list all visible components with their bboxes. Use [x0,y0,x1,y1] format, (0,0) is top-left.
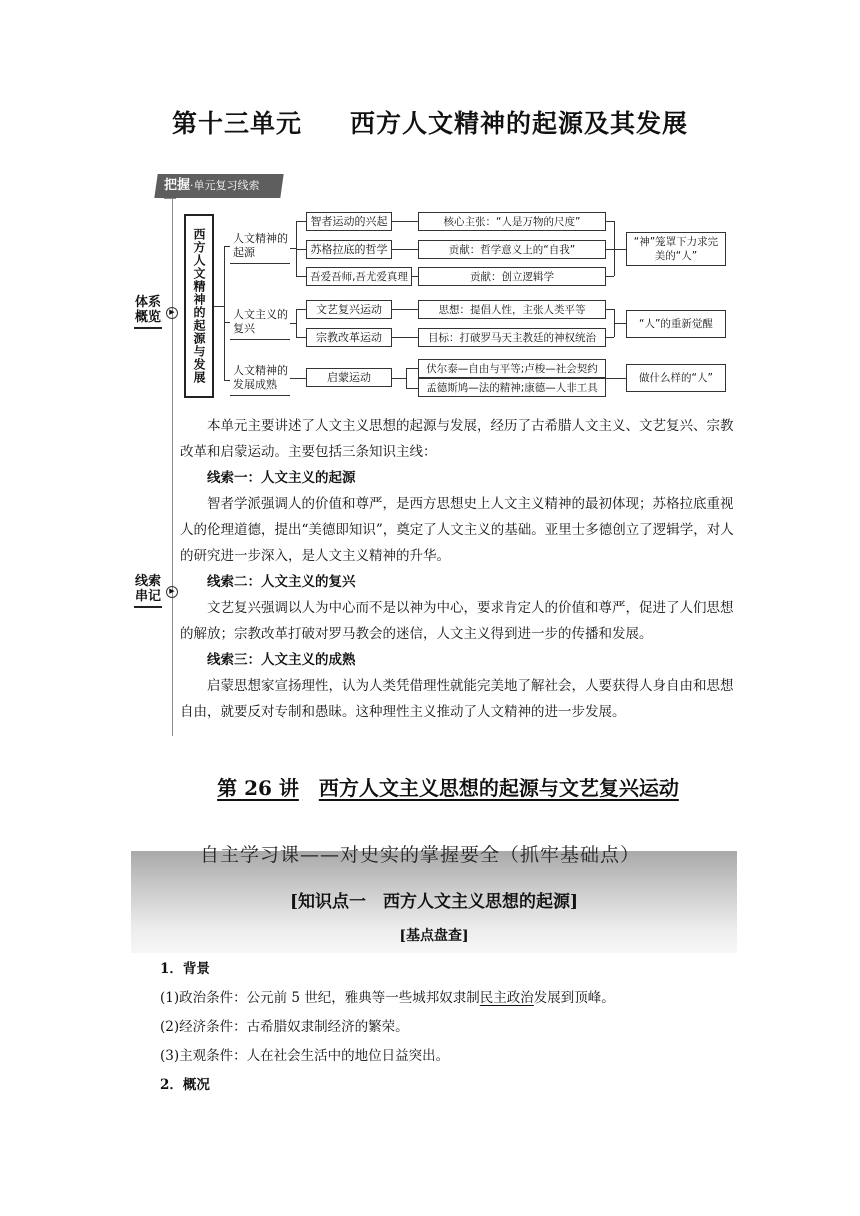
item-reformation: 宗教改革运动 [306,328,392,347]
result-origin: “神”笼罩下力求完美的“人” [626,232,726,266]
bullet-economic: (2)经济条件：古希腊奴隶制经济的繁荣。 [160,1019,409,1035]
item-enlightenment: 启蒙运动 [306,368,392,387]
bullet-subjective: (3)主观条件：人在社会生活中的地位日益突出。 [160,1048,450,1064]
detail-enlightenment-2: 孟德斯鸠—法的精神;康德—人非工具 [418,378,606,397]
diagram-root: 西方人文精神的起源与发展 [184,214,214,398]
overview-label: 体系概览 [134,295,162,329]
unit-number: 第十三单元 [171,109,302,138]
banner-main: 把握 [164,178,191,193]
clue-1-title: 线索一：人文主义的起源 [207,470,356,486]
lecture-name: 西方人文主义思想的起源与文艺复兴运动 [318,776,679,800]
bullet-political: (1)政治条件：公元前 5 世纪，雅典等一些城邦奴隶制民主政治发展到顶峰。 [160,990,615,1006]
lecture-title [0,772,860,801]
banner-sub: ·单元复习线索 [190,179,260,192]
clue-2-text: 文艺复兴强调以人为中心而不是以神为中心，要求肯定人的价值和尊严，促进了人们思想的解放；宗教改革打破对罗马教会的迷信，人文主义得到进一步的传播和发展。 [180,600,734,642]
summary-intro: 本单元主要讲述了人文主义思想的起源与发展，经历了古希腊人文主义、文艺复兴、宗教改革和启蒙运动。主要包括三条知识主线： [180,418,734,460]
detail-aristotle: 贡献：创立逻辑学 [418,267,606,286]
heading-overview: 2．概况 [160,1077,210,1093]
heading-background: 1．背景 [160,961,210,977]
band-title: 自主学习课——对史实的掌握要全（抓牢基础点） [200,844,641,866]
item-sophists: 智者运动的兴起 [306,212,392,231]
knowledge-point-title: [知识点一 西方人文主义思想的起源] [289,892,579,912]
item-renaissance: 文艺复兴运动 [306,300,392,319]
play-arrow-icon: ▶ [166,586,178,598]
subheading: [基点盘查] [399,928,469,944]
unit-name: 西方人文精神的起源及其发展 [350,109,689,138]
result-maturity: 做什么样的“人” [626,364,726,392]
detail-enlightenment-1: 伏尔泰—自由与平等;卢梭—社会契约 [418,359,606,378]
detail-sophists: 核心主张：“人是万物的尺度” [418,212,606,231]
lecture-number: 第 26 讲 [217,776,299,800]
branch-revival: 人文主义的复兴 [230,308,290,340]
clue-3-title: 线索三：人文主义的成熟 [207,652,356,668]
detail-reformation: 目标：打破罗马天主教廷的神权统治 [418,328,606,347]
item-socrates: 苏格拉底的哲学 [306,240,392,259]
concept-diagram [0,0,860,400]
clue-1-text: 智者学派强调人的价值和尊严，是西方思想史上人文主义精神的最初体现；苏格拉底重视人的伦理道德，提出“美德即知识”，奠定了人文主义的基础。亚里士多德创立了逻辑学，对人的研究进一步深入，是人文主义精神的升华。 [180,496,734,564]
branch-maturity: 人文精神的发展成熟 [230,364,290,396]
clue-2-title: 线索二：人文主义的复兴 [207,574,356,590]
result-revival: “人”的重新觉醒 [626,310,726,338]
detail-renaissance: 思想：提倡人性，主张人类平等 [418,300,606,319]
branch-origin: 人文精神的起源 [230,232,290,264]
clues-label: 线索串记 [134,574,162,608]
clue-3-text: 启蒙思想家宣扬理性，认为人类凭借理性就能完美地了解社会，人要获得人身自由和思想自由，就要反对专制和愚昧。这种理性主义推动了人文精神的进一步发展。 [180,678,734,720]
play-arrow-icon: ▶ [166,307,178,319]
item-aristotle: 吾爱吾师,吾尤爱真理 [306,267,412,286]
detail-socrates: 贡献：哲学意义上的“自我” [418,240,606,259]
